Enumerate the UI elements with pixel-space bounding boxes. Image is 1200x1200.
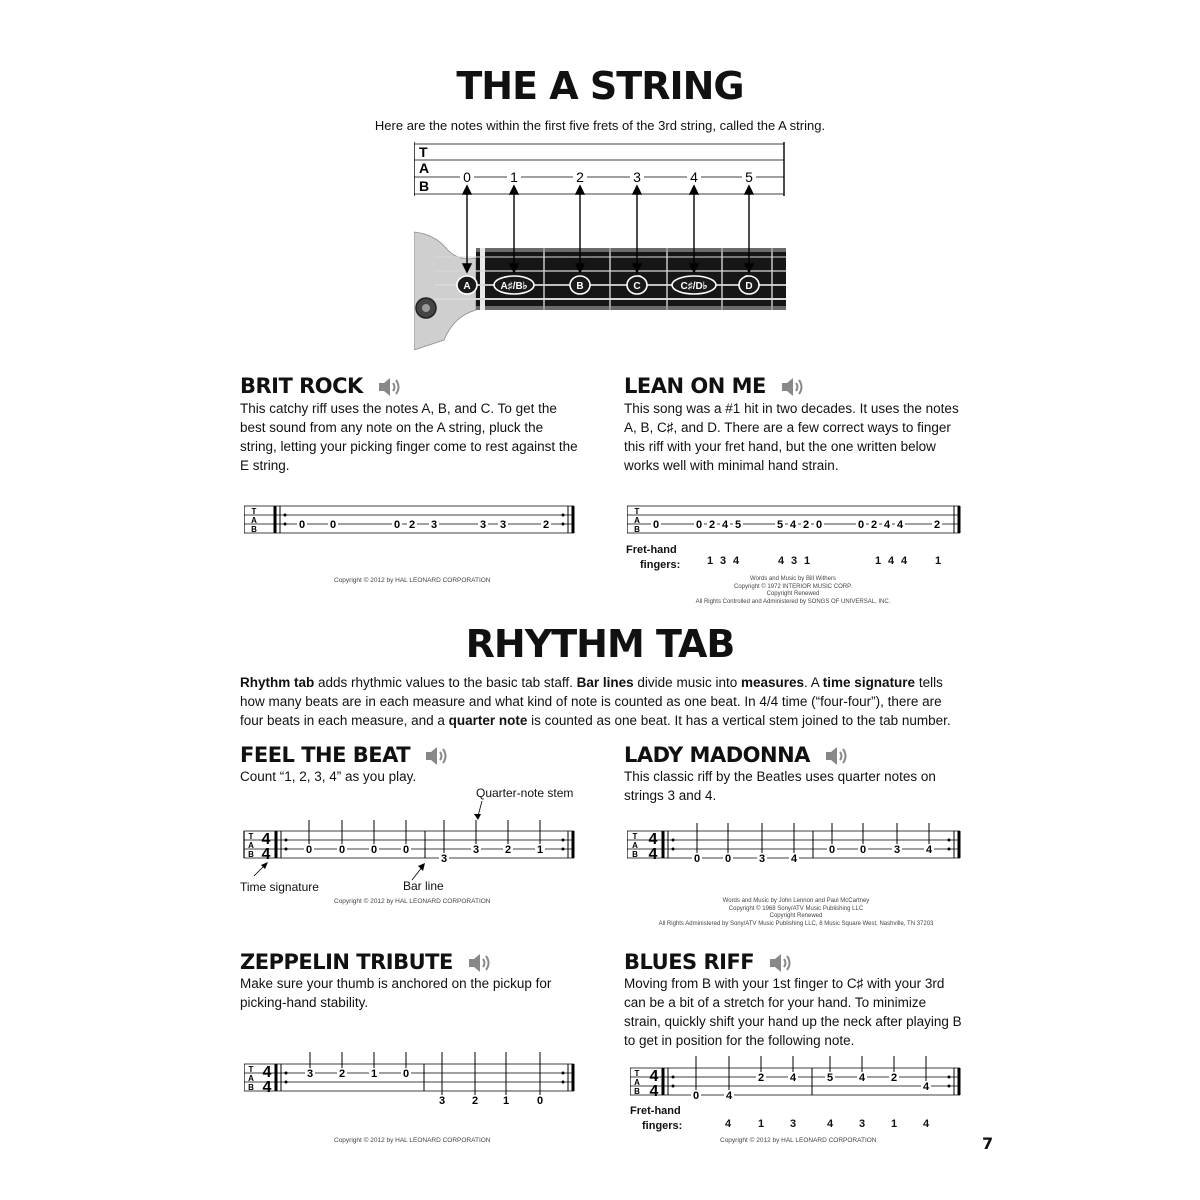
tab-number: 1 <box>370 1068 378 1080</box>
lean-on-me-fingers <box>627 555 963 571</box>
lean-on-me-tab <box>627 502 963 547</box>
fret-number: 1 <box>510 169 518 185</box>
finger-number: 4 <box>888 555 895 567</box>
tab-number: 0 <box>402 844 410 856</box>
svg-text:4: 4 <box>649 1083 659 1100</box>
tab-number: 0 <box>857 519 865 531</box>
credit-line: Copyright Renewed <box>769 913 823 919</box>
tab-number: 4 <box>789 1072 797 1084</box>
tab-number: 0 <box>329 519 337 531</box>
tab-number: 0 <box>305 844 313 856</box>
finger-number: 3 <box>720 555 727 567</box>
credit-line: Copyright © 1972 INTERIOR MUSIC CORP. <box>733 583 852 590</box>
tab-number: 3 <box>472 844 480 856</box>
blues-riff-text: Moving from B with your 1st finger to C♯ with your 3rd can be a bit of a stretch for your hand. To minimize strain, quickly shift your hand up the neck after playing B to get in position for the following note. <box>624 976 962 1048</box>
finger-number: 4 <box>778 555 785 567</box>
tab-number: 4 <box>789 519 797 531</box>
svg-text:A: A <box>634 1078 640 1087</box>
annotation-bar-line: Bar line <box>403 879 444 893</box>
rhythm-tab-paragraph <box>240 673 965 730</box>
svg-text:T: T <box>248 832 254 841</box>
tab-number: 0 <box>828 844 836 856</box>
brit-rock-tab <box>244 502 578 547</box>
page-number: 7 <box>982 1134 994 1153</box>
feel-the-beat-copyright: Copyright © 2012 by HAL LEONARD CORPORATION <box>334 898 491 905</box>
fret-hand-label: Fret-hand <box>626 544 677 556</box>
blues-riff-fingers <box>630 1118 964 1134</box>
tab-number: 4 <box>858 1072 866 1084</box>
fret-number: 2 <box>576 169 584 185</box>
svg-text:B: B <box>251 525 257 534</box>
fret-hand-label: Fret-hand <box>630 1105 681 1117</box>
brit-rock-text: This catchy riff uses the notes A, B, and C. To get the best sound from any note on the A string, pluck the string, letting your picking finger come to rest against the E string. <box>240 401 578 473</box>
note-label: A <box>463 281 471 292</box>
tab-number: 4 <box>925 844 933 856</box>
finger-number: 1 <box>935 555 942 567</box>
paragraph-text: divide music into <box>633 675 741 690</box>
note-label: A♯/B♭ <box>500 281 528 292</box>
tab-number: 3 <box>430 519 438 531</box>
credit-line: All Rights Controlled and Administered by SONGS OF UNIVERSAL, INC. <box>695 598 891 605</box>
tab-number: 4 <box>922 1081 930 1093</box>
a-string-intro: Here are the notes within the first five frets of the 3rd string, called the A string. <box>374 118 826 133</box>
term-quarter-note: quarter note <box>448 713 528 728</box>
note-label: B <box>576 281 584 292</box>
tab-number: 2 <box>890 1072 898 1084</box>
svg-text:B: B <box>248 850 254 859</box>
svg-text:T: T <box>632 832 638 841</box>
tab-number: 2 <box>708 519 716 531</box>
finger-number: 4 <box>827 1118 834 1130</box>
svg-text:4: 4 <box>262 1064 272 1081</box>
finger-number: 4 <box>725 1118 732 1130</box>
tab-number: 0 <box>693 853 701 865</box>
tab-number: 2 <box>338 1068 346 1080</box>
svg-text:T: T <box>634 1069 640 1078</box>
feel-the-beat-heading <box>240 743 449 767</box>
audio-speaker-icon[interactable] <box>825 745 849 767</box>
zeppelin-copyright: Copyright © 2012 by HAL LEONARD CORPORATION <box>334 1137 491 1144</box>
title-a-string: THE A STRING <box>456 64 744 108</box>
brit-rock-copyright: Copyright © 2012 by HAL LEONARD CORPORATION <box>334 577 491 584</box>
svg-text:A: A <box>251 516 257 525</box>
feel-the-beat-title: FEEL THE BEAT <box>240 743 411 767</box>
svg-text:T: T <box>251 507 257 516</box>
tab-number: 2 <box>504 844 512 856</box>
tab-number: 3 <box>438 1095 446 1107</box>
tab-number: 0 <box>298 519 306 531</box>
term-bar-lines: Bar lines <box>576 675 634 690</box>
tab-number: 0 <box>724 853 732 865</box>
fret-number: 4 <box>690 169 698 185</box>
svg-text:4: 4 <box>648 831 658 848</box>
paragraph-text: . A <box>804 675 823 690</box>
blues-riff-copyright: Copyright © 2012 by HAL LEONARD CORPORATION <box>720 1137 877 1144</box>
note-label: C♯/D♭ <box>680 281 708 292</box>
finger-number: 3 <box>790 1118 797 1130</box>
time-signature-bottom: 4 <box>261 846 271 863</box>
credit-line: Words and Music by Bill Withers <box>750 576 836 582</box>
tab-number: 2 <box>802 519 810 531</box>
svg-text:T: T <box>634 507 640 516</box>
zeppelin-tribute-heading <box>240 950 492 974</box>
tab-number: 2 <box>471 1095 479 1107</box>
brit-rock-heading <box>240 374 402 398</box>
svg-text:B: B <box>632 850 638 859</box>
tab-number: 3 <box>479 519 487 531</box>
tab-number: 2 <box>757 1072 765 1084</box>
lady-madonna-credits <box>626 898 966 928</box>
annotation-quarter-note-stem: Quarter-note stem <box>476 786 574 800</box>
tab-number: 4 <box>725 1090 733 1102</box>
lady-madonna-heading <box>624 743 849 767</box>
blues-riff-title: BLUES RIFF <box>624 950 755 974</box>
note-label: D <box>745 281 753 292</box>
finger-number: 3 <box>859 1118 866 1130</box>
svg-text:A: A <box>634 516 640 525</box>
a-string-diagram <box>414 140 786 350</box>
title-rhythm-tab: RHYTHM TAB <box>465 622 735 666</box>
svg-text:4: 4 <box>649 1068 659 1085</box>
svg-text:B: B <box>634 1087 640 1096</box>
svg-text:T: T <box>248 1065 254 1074</box>
tab-number: 2 <box>408 519 416 531</box>
tab-number: 1 <box>536 844 544 856</box>
tab-number: 5 <box>776 519 784 531</box>
tab-number: 0 <box>652 519 660 531</box>
lady-madonna-text: This classic riff by the Beatles uses quarter notes on strings 3 and 4. <box>624 769 936 803</box>
audio-speaker-icon[interactable] <box>781 376 805 398</box>
annotation-time-signature: Time signature <box>240 880 319 894</box>
lean-on-me-title: LEAN ON ME <box>624 374 766 398</box>
tab-letter-b: B <box>419 178 430 194</box>
tab-number: 2 <box>542 519 550 531</box>
fingers-label: fingers: <box>642 1120 683 1132</box>
finger-number: 1 <box>707 555 714 567</box>
tab-number: 0 <box>338 844 346 856</box>
tab-number: 3 <box>499 519 507 531</box>
tab-number: 2 <box>933 519 941 531</box>
finger-number: 4 <box>901 555 908 567</box>
finger-number: 1 <box>891 1118 898 1130</box>
note-label: C <box>633 281 641 292</box>
finger-number: 4 <box>733 555 740 567</box>
term-time-signature: time signature <box>822 675 916 690</box>
fret-number: 3 <box>633 169 641 185</box>
audio-speaker-icon[interactable] <box>378 376 402 398</box>
svg-text:A: A <box>632 841 638 850</box>
paragraph-text: adds rhythmic values to the basic tab staff. <box>314 675 577 690</box>
credit-line: Words and Music by John Lennon and Paul McCartney <box>722 898 870 904</box>
tab-letter-t: T <box>419 144 428 160</box>
tab-number: 0 <box>402 1068 410 1080</box>
tab-number: 4 <box>896 519 904 531</box>
tab-number: 3 <box>306 1068 314 1080</box>
tab-number: 0 <box>536 1095 544 1107</box>
credit-line: All Rights Administered by Sony/ATV Music Publishing LLC, 8 Music Square West, Nashville, TN 37203 <box>658 920 934 927</box>
lady-madonna-tab <box>627 815 963 880</box>
finger-number: 4 <box>923 1118 930 1130</box>
tab-number: 0 <box>859 844 867 856</box>
tab-number: 3 <box>758 853 766 865</box>
tab-number: 0 <box>815 519 823 531</box>
fret-number: 0 <box>463 169 471 185</box>
blues-riff-heading <box>624 950 793 974</box>
finger-number: 1 <box>875 555 882 567</box>
tab-number: 0 <box>692 1090 700 1102</box>
tab-number: 4 <box>790 853 798 865</box>
credit-line: Copyright © 1968 Sony/ATV Music Publishing LLC <box>728 905 864 912</box>
time-signature-top: 4 <box>261 831 271 848</box>
zeppelin-tribute-text: Make sure your thumb is anchored on the pickup for picking-hand stability. <box>240 976 552 1010</box>
paragraph-text: tells how many beats are in each measure and what kind of note is counted as one beat. In 4/4 time (“four-four”), there are four beats in each measure, and a <box>240 675 943 728</box>
svg-text:A: A <box>248 1074 254 1083</box>
fingers-label: fingers: <box>640 559 681 571</box>
term-measures: measures <box>740 675 805 690</box>
lean-on-me-credits <box>643 576 943 606</box>
tab-number: 0 <box>695 519 703 531</box>
tab-number: 0 <box>393 519 401 531</box>
credit-line: Copyright Renewed <box>766 591 820 597</box>
tab-number: 3 <box>440 853 448 865</box>
lean-on-me-heading <box>624 374 805 398</box>
tab-number: 5 <box>826 1072 834 1084</box>
tab-number: 4 <box>721 519 729 531</box>
lady-madonna-title: LADY MADONNA <box>624 743 810 767</box>
tab-letter-a: A <box>419 160 430 176</box>
svg-text:4: 4 <box>648 846 658 863</box>
svg-text:B: B <box>634 525 640 534</box>
audio-speaker-icon[interactable] <box>769 952 793 974</box>
svg-text:A: A <box>248 841 254 850</box>
audio-speaker-icon[interactable] <box>468 952 492 974</box>
tab-number: 5 <box>734 519 742 531</box>
tab-number: 1 <box>502 1095 510 1107</box>
audio-speaker-icon[interactable] <box>425 745 449 767</box>
term-rhythm-tab: Rhythm tab <box>240 675 315 690</box>
lean-on-me-text: This song was a #1 hit in two decades. It uses the notes A, B, C♯, and D. There are a few correct ways to finger this riff with your fret hand, but the one written below works well with minimal hand strain. <box>624 401 959 473</box>
tab-number: 4 <box>883 519 891 531</box>
svg-text:B: B <box>248 1083 254 1092</box>
tab-number: 3 <box>893 844 901 856</box>
tab-number: 2 <box>870 519 878 531</box>
finger-number: 3 <box>791 555 798 567</box>
finger-number: 1 <box>804 555 811 567</box>
tab-number: 0 <box>370 844 378 856</box>
feel-the-beat-text: Count “1, 2, 3, 4” as you play. <box>240 769 417 784</box>
paragraph-text: is counted as one beat. It has a vertical stem joined to the tab number. <box>527 713 951 728</box>
fret-number: 5 <box>745 169 753 185</box>
zeppelin-tribute-tab <box>244 1048 580 1113</box>
finger-number: 1 <box>758 1118 765 1130</box>
brit-rock-title: BRIT ROCK <box>240 374 363 398</box>
svg-text:4: 4 <box>262 1079 272 1096</box>
zeppelin-tribute-title: ZEPPELIN TRIBUTE <box>240 950 453 974</box>
